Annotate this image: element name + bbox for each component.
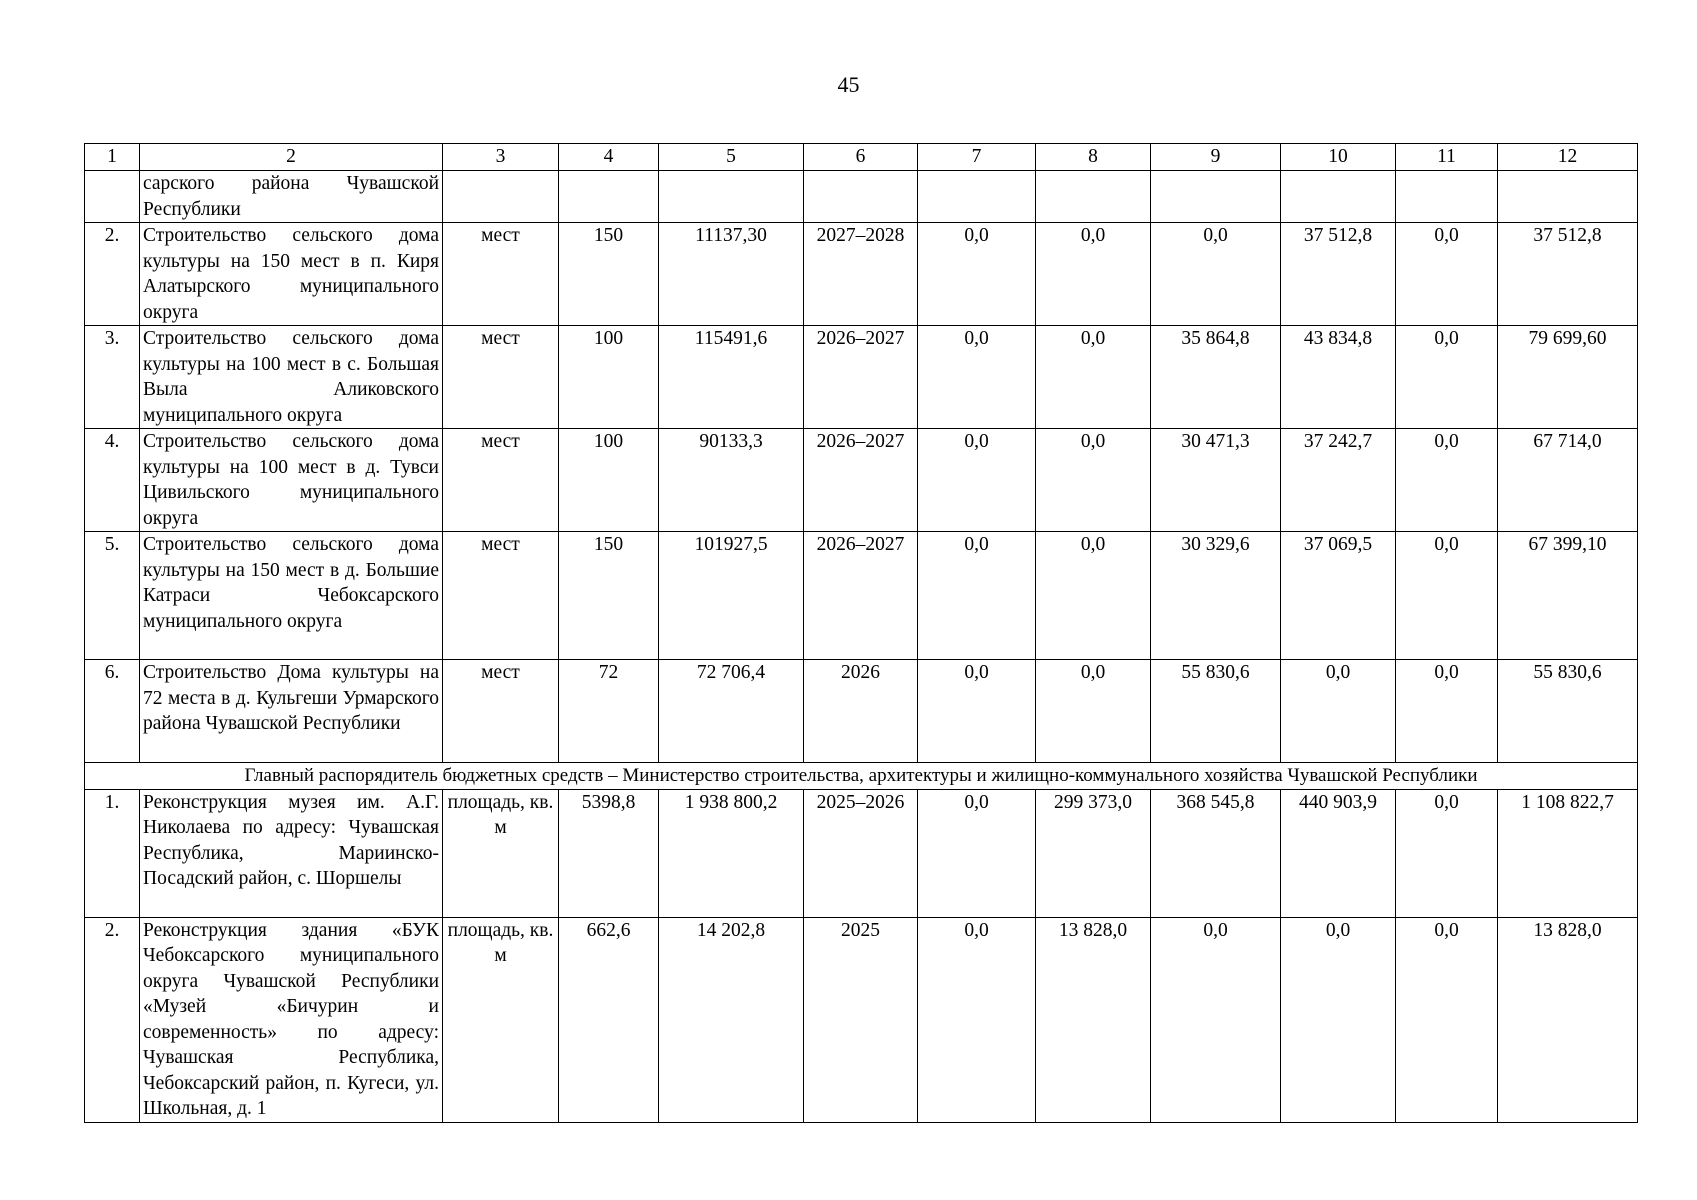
- value-col-9: 35 864,8: [1151, 326, 1281, 429]
- section-header-row: [85, 763, 1638, 790]
- object-name: Строительство Дома культуры на 72 места в д. Кульгеши Урмарского района Чувашской Республики: [140, 660, 443, 763]
- value-col-8: 0,0: [1036, 326, 1151, 429]
- value-col-7: 0,0: [918, 532, 1036, 660]
- value-col-12: 1 108 822,7: [1498, 789, 1638, 917]
- object-name: Строительство сельского дома культуры на 100 мест в д. Тувси Цивильского муниципального округа: [140, 429, 443, 532]
- estimated-cost: 11137,30: [659, 223, 804, 326]
- value-col-10: 37 242,7: [1281, 429, 1396, 532]
- value-col-11: 0,0: [1396, 917, 1498, 1122]
- estimated-cost: [659, 171, 804, 223]
- value-col-10: 0,0: [1281, 660, 1396, 763]
- value-col-12: 67 714,0: [1498, 429, 1638, 532]
- estimated-cost: 101927,5: [659, 532, 804, 660]
- value-col-9: 0,0: [1151, 917, 1281, 1122]
- column-header: 7: [918, 144, 1036, 171]
- capacity: 150: [559, 532, 659, 660]
- value-col-9: 55 830,6: [1151, 660, 1281, 763]
- column-header: 4: [559, 144, 659, 171]
- period: 2026–2027: [804, 326, 918, 429]
- value-col-10: [1281, 171, 1396, 223]
- section-header: Главный распорядитель бюджетных средств – Министерство строительства, архитектуры и жилищно-коммунального хозяйства Чувашской Республики: [85, 763, 1638, 790]
- value-col-10: 0,0: [1281, 917, 1396, 1122]
- column-header: 5: [659, 144, 804, 171]
- capacity: 100: [559, 326, 659, 429]
- capacity: [559, 171, 659, 223]
- value-col-12: 13 828,0: [1498, 917, 1638, 1122]
- value-col-8: 0,0: [1036, 660, 1151, 763]
- row-number: 5.: [85, 532, 140, 660]
- value-col-7: 0,0: [918, 429, 1036, 532]
- value-col-7: 0,0: [918, 789, 1036, 917]
- row-number: 2.: [85, 917, 140, 1122]
- column-header: 2: [140, 144, 443, 171]
- column-header: 12: [1498, 144, 1638, 171]
- value-col-12: [1498, 171, 1638, 223]
- capacity: 5398,8: [559, 789, 659, 917]
- value-col-9: 30 471,3: [1151, 429, 1281, 532]
- value-col-7: 0,0: [918, 917, 1036, 1122]
- period: 2025–2026: [804, 789, 918, 917]
- value-col-9: 0,0: [1151, 223, 1281, 326]
- value-col-11: 0,0: [1396, 223, 1498, 326]
- value-col-11: 0,0: [1396, 326, 1498, 429]
- period: [804, 171, 918, 223]
- period: 2026–2027: [804, 532, 918, 660]
- table-row: [85, 326, 1638, 429]
- row-number: 1.: [85, 789, 140, 917]
- table-row: [85, 917, 1638, 1122]
- value-col-7: 0,0: [918, 326, 1036, 429]
- object-name: сарского района Чувашской Республики: [140, 171, 443, 223]
- table-row: [85, 429, 1638, 532]
- column-number-row: [85, 144, 1638, 171]
- value-col-8: 0,0: [1036, 532, 1151, 660]
- value-col-7: 0,0: [918, 660, 1036, 763]
- unit-of-measure: мест: [443, 326, 559, 429]
- column-header: 11: [1396, 144, 1498, 171]
- object-name: Строительство сельского дома культуры на 150 мест в д. Большие Катраси Чебоксарского муниципального округа: [140, 532, 443, 660]
- value-col-9: 368 545,8: [1151, 789, 1281, 917]
- value-col-8: [1036, 171, 1151, 223]
- object-name: Реконструкция здания «БУК Чебоксарского муниципального округа Чувашской Республики «Музей «Бичурин и современность» по адресу: Чувашская Республика, Чебоксарский район, п. Кугеси, ул. Школьная, д. 1: [140, 917, 443, 1122]
- table-row: [85, 532, 1638, 660]
- object-name: Строительство сельского дома культуры на 100 мест в с. Большая Выла Аликовского муниципального округа: [140, 326, 443, 429]
- table-row: [85, 171, 1638, 223]
- row-number: 2.: [85, 223, 140, 326]
- row-number: 3.: [85, 326, 140, 429]
- capacity: 662,6: [559, 917, 659, 1122]
- value-col-10: 440 903,9: [1281, 789, 1396, 917]
- value-col-8: 299 373,0: [1036, 789, 1151, 917]
- value-col-9: [1151, 171, 1281, 223]
- value-col-7: 0,0: [918, 223, 1036, 326]
- value-col-7: [918, 171, 1036, 223]
- unit-of-measure: мест: [443, 532, 559, 660]
- page-number: 45: [837, 72, 860, 97]
- value-col-10: 37 512,8: [1281, 223, 1396, 326]
- column-header: 3: [443, 144, 559, 171]
- table-row: [85, 789, 1638, 917]
- unit-of-measure: [443, 171, 559, 223]
- budget-table: [84, 143, 1638, 1123]
- object-name: Строительство сельского дома культуры на 150 мест в п. Киря Алатырского муниципального округа: [140, 223, 443, 326]
- unit-of-measure: площадь, кв. м: [443, 789, 559, 917]
- column-header: 1: [85, 144, 140, 171]
- column-header: 9: [1151, 144, 1281, 171]
- value-col-10: 43 834,8: [1281, 326, 1396, 429]
- value-col-8: 0,0: [1036, 223, 1151, 326]
- estimated-cost: 115491,6: [659, 326, 804, 429]
- value-col-11: 0,0: [1396, 532, 1498, 660]
- capacity: 72: [559, 660, 659, 763]
- period: 2026: [804, 660, 918, 763]
- period: 2027–2028: [804, 223, 918, 326]
- value-col-8: 0,0: [1036, 429, 1151, 532]
- capacity: 150: [559, 223, 659, 326]
- value-col-8: 13 828,0: [1036, 917, 1151, 1122]
- row-number: 4.: [85, 429, 140, 532]
- value-col-9: 30 329,6: [1151, 532, 1281, 660]
- value-col-12: 67 399,10: [1498, 532, 1638, 660]
- period: 2026–2027: [804, 429, 918, 532]
- value-col-10: 37 069,5: [1281, 532, 1396, 660]
- estimated-cost: 90133,3: [659, 429, 804, 532]
- estimated-cost: 14 202,8: [659, 917, 804, 1122]
- value-col-11: 0,0: [1396, 429, 1498, 532]
- estimated-cost: 72 706,4: [659, 660, 804, 763]
- unit-of-measure: мест: [443, 429, 559, 532]
- value-col-12: 79 699,60: [1498, 326, 1638, 429]
- value-col-11: 0,0: [1396, 660, 1498, 763]
- unit-of-measure: мест: [443, 223, 559, 326]
- column-header: 8: [1036, 144, 1151, 171]
- table-row: [85, 223, 1638, 326]
- row-number: 6.: [85, 660, 140, 763]
- value-col-12: 55 830,6: [1498, 660, 1638, 763]
- row-number: [85, 171, 140, 223]
- unit-of-measure: мест: [443, 660, 559, 763]
- object-name: Реконструкция музея им. А.Г. Николаева по адресу: Чувашская Республика, Мариинско-Посадский район, с. Шоршелы: [140, 789, 443, 917]
- column-header: 6: [804, 144, 918, 171]
- unit-of-measure: площадь, кв. м: [443, 917, 559, 1122]
- capacity: 100: [559, 429, 659, 532]
- value-col-11: [1396, 171, 1498, 223]
- table-row: [85, 660, 1638, 763]
- period: 2025: [804, 917, 918, 1122]
- column-header: 10: [1281, 144, 1396, 171]
- value-col-12: 37 512,8: [1498, 223, 1638, 326]
- estimated-cost: 1 938 800,2: [659, 789, 804, 917]
- value-col-11: 0,0: [1396, 789, 1498, 917]
